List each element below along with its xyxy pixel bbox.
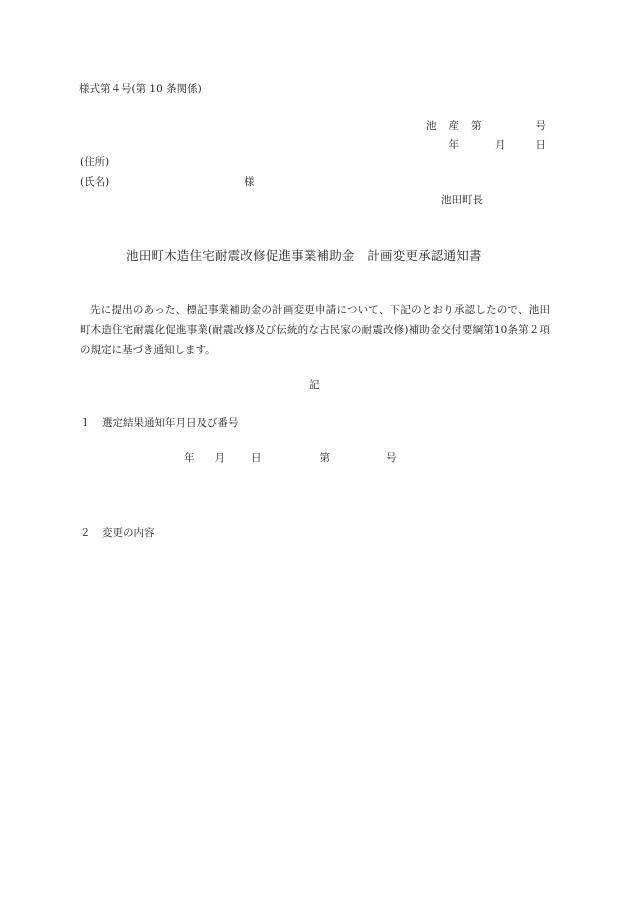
item-1-heading [80,418,239,429]
item-2-heading [80,528,155,539]
item-1-month: 月 [214,452,225,464]
item-1-dai: 第 [319,452,330,464]
issue-date-year: 年 [448,139,459,151]
item-1-go: 号 [386,452,397,464]
item-2-number: ２ [80,527,91,539]
recipient-name-label: (氏名) [80,176,110,188]
form-number: 様式第４号(第 10 条関係) [79,83,202,95]
recipient-honorific: 様 [244,176,255,188]
item-1-number: １ [80,417,91,429]
document-title: 池田町木造住宅耐震改修促進事業補助金 計画変更承認通知書 [126,248,482,263]
item-1-year: 年 [184,452,195,464]
item-1-label: 選定結果通知年月日及び番号 [102,417,239,429]
office-number-suffix: 号 [535,120,546,132]
ki-heading: 記 [309,379,320,391]
office-number-prefix-3: 第 [471,120,482,132]
recipient-address-label: (住所) [80,156,110,168]
issue-date-line [449,140,547,151]
issue-date-day: 日 [535,139,546,151]
item-1-day: 日 [251,452,262,464]
item-2-label: 変更の内容 [102,527,155,539]
body-paragraph: 先に提出のあった、標記事業補助金の計画変更申請について、下記のとおり承認したので、池田町木造住宅耐震化促進事業(耐震改修及び伝統的な古民家の耐震改修)補助金交付要綱第10条第２項の規定に基づき通知します。 [80,304,550,356]
sender-name: 池田町長 [441,194,483,206]
item-1-date-number-line [184,453,397,464]
office-number-prefix-2: 産 [448,120,459,132]
office-number-prefix-1: 池 [426,120,437,132]
issue-date-month: 月 [495,139,506,151]
office-number-line [426,121,546,132]
